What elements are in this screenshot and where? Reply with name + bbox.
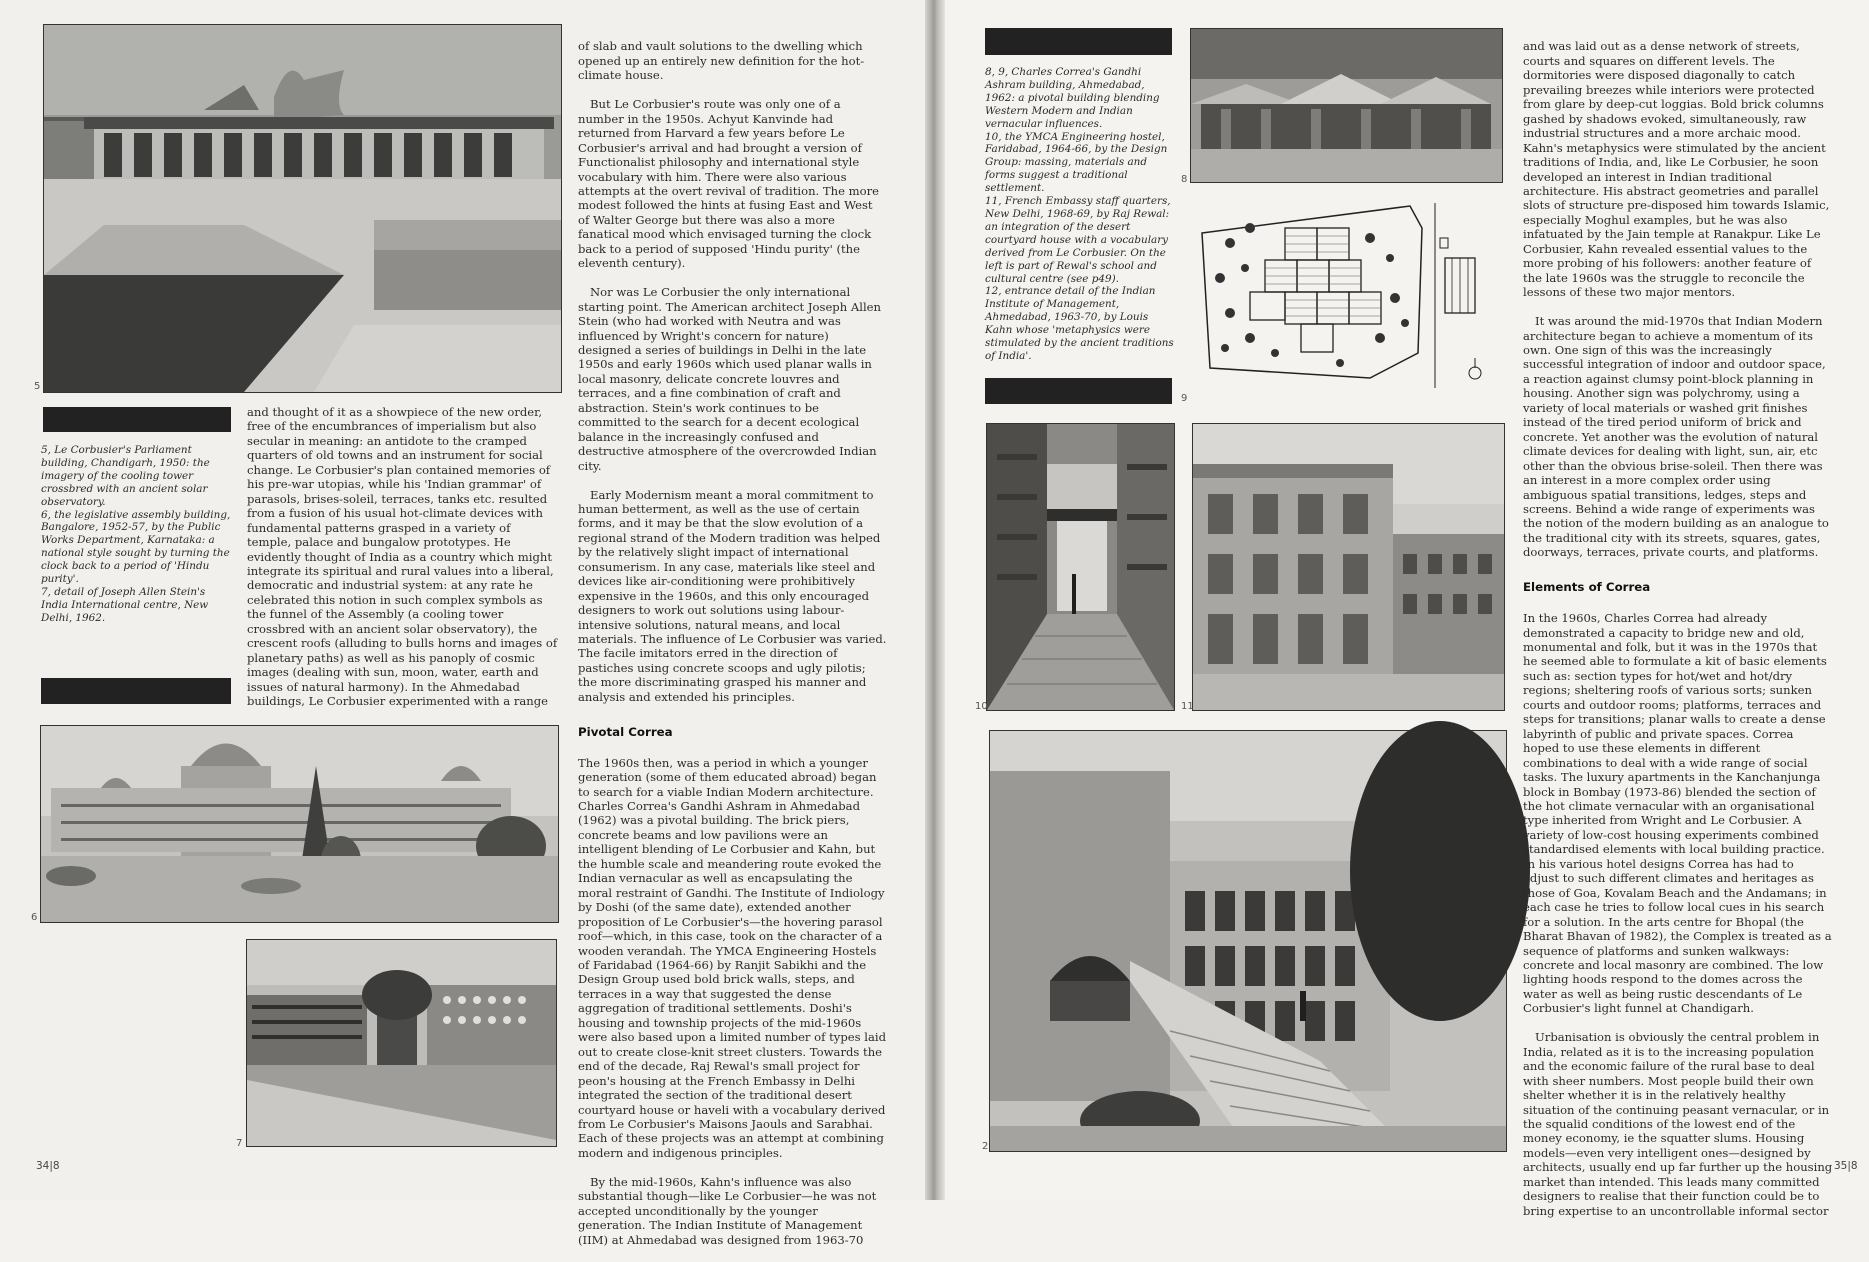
- left-column-2: [578, 25, 898, 1262]
- page-number-left: 34|8: [36, 1160, 60, 1172]
- caption-figures-8-12: 8, 9, Charles Correa's Gandhi Ashram building, Ahmedabad, 1962: a pivotal building blending Western Modern and Indian vernacular influences. 10, the YMCA Engineering hostel, Faridabad, 1964-66, by the Design Group: massing, materials and forms suggest a traditional settlement. 11, French Embassy staff quarters, New Delhi, 1968-69, by Raj Rewal: an integration of the desert courtyard house with a vocabulary derived from Le Corbusier. On the left is part of Rewal's school and cultural centre (see p49). 12, entrance detail of the Indian Institute of Management, Ahmedabad, 1963-70, by Louis Kahn whose 'metaphysics were stimulated by the ancient traditions of India'.: [985, 66, 1174, 362]
- caption-label-bar-4: [985, 378, 1172, 404]
- paragraph: It was around the mid-1970s that Indian Modern architecture began to achieve a momentum of its own. One sign of this was the increasingly successful integration of indoor and outdoor space, a reaction against clumsy point-block planning in housing. Another sign was polychromy, using a variety of local materials or washed grit finishes instead of the tired period uniform of brick and concrete. Yet another was the evolution of natural climate devices for dealing with light, sun, air, etc other than the obvious brise-soleil. Then there was an interest in a more complex order using ambiguous spatial transitions, ledges, steps and screens. Behind a wide range of experiments was the notion of the modern building as an analogue to the traditional city with its streets, squares, gates, doorways, terraces, private courts, and platforms.: [1523, 314, 1829, 560]
- right-page: [945, 0, 1869, 1218]
- figure-number-8: 8: [1181, 174, 1188, 185]
- left-page: [0, 0, 925, 1247]
- right-column: [1523, 25, 1855, 1233]
- paragraph: In the 1960s, Charles Correa had already demonstrated a capacity to bridge new and old, monumental and folk, but it was in the 1970s that he seemed able to formulate a kit of basic elements such as: section types for hot/wet and hot/dry regions; sheltering roofs of various sorts; sunken courts and outdoor rooms; platforms, terraces and steps for transitions; planar walls to create a dense labyrinth of public and private spaces. Correa hoped to use these elements in different combinations to deal with a wide range of social tasks. The luxury apartments in the Kanchanjunga block in Bombay (1973-86) blended the section of the hot climate vernacular with an organisational type inherited from Wright and Le Corbusier. A variety of low-cost housing experiments combined standardised elements with local building practice. In his various hotel designs Correa has had to adjust to such different climates and heritages as those of Goa, Kovalam Beach and the Andamans; in each case he tries to follow local cues in his search for a solution. In the arts centre for Bhopal (the Bharat Bhavan of 1982), the Complex is treated as a sequence of platforms and sunken walkways: concrete and local masonry are combined. The low lighting hoods respond to the domes across the water as well as being rustic descendants of Le Corbusier's light funnel at Chandigarh.: [1523, 611, 1832, 1016]
- photo-gandhi-ashram: [1190, 28, 1503, 183]
- section-heading-pivotal-correa: Pivotal Correa: [578, 724, 673, 739]
- caption-label-bar-2: [41, 678, 231, 704]
- plan-gandhi-ashram: [1190, 198, 1501, 390]
- figure-number-10: 10: [975, 701, 988, 712]
- section-heading-elements-of-correa: Elements of Correa: [1523, 580, 1651, 595]
- paragraph: Urbanisation is obviously the central problem in India, related as it is to the increasing population and the economic failure of the rural base to deal with sheer numbers. Most people build their own shelter whether it is in the relatively healthy situation of the continuing peasant vernacular, or in the squalid conditions of the lowest end of the money economy, ie the squatter slums. Housing models—even very intelligent ones—designed by architects, usually end up far further up the housing market than intended. This leads many committed designers to realise that their function could be to bring expertise to an uncontrollable informal sector: [1523, 1030, 1833, 1218]
- figure-number-12: 2: [982, 1141, 989, 1152]
- paragraph: By the mid-1960s, Kahn's influence was also substantial though—like Le Corbusier—he was not accepted unconditionally by the younger generation. The Indian Institute of Management (IIM) at Ahmedabad was designed from 1963-70: [578, 1174, 877, 1247]
- photo-chandigarh-parliament: [43, 24, 562, 393]
- caption-label-bar-3: [985, 28, 1172, 55]
- figure-number-11: 11: [1181, 701, 1194, 712]
- figure-number-5: 5: [34, 381, 41, 392]
- figure-number-7: 7: [236, 1138, 243, 1149]
- photo-india-international-centre: [246, 939, 557, 1147]
- figure-number-9: 9: [1181, 393, 1188, 404]
- paragraph: of slab and vault solutions to the dwelling which opened up an entirely new definition for the hot- climate house.: [578, 39, 865, 83]
- paragraph: Early Modernism meant a moral commitment to human betterment, as well as the use of certain forms, and it may be that the slow evolution of a regional strand of the Modern tradition was helped by the relatively slight impact of international consumerism. In any case, materials like steel and devices like air-conditioning were prohibitively expensive in the 1960s, and this only encouraged designers to work out solutions using labour- intensive solutions, natural means, and local materials. The influence of Le Corbusier was varied. The facile imitators erred in the direction of pastiches using concrete scoops and ugly pilotis; the more discriminating grasped his manner and analysis and extended his principles.: [578, 487, 887, 704]
- left-column-1-text: and thought of it as a showpiece of the new order, free of the encumbrances of imperialism but also secular in meaning: an antidote to the cramped quarters of old towns and an instrument for social change. Le Corbusier's plan contained memories of his pre-war utopias, while his 'Indian grammar' of parasols, brises-soleil, terraces, tanks etc. resulted from a fusion of his usual hot-climate devices with fundamental patterns grasped in a variety of temple, palace and bungalow prototypes. He evidently thought of India as a country which might integrate its spiritual and rural values into a liberal, democratic and industrial system: at any rate he celebrated this notion in such complex symbols as the funnel of the Assembly (a cooling tower crossbred with an ancient solar observatory), the crescent roofs (alluding to bulls horns and images of planetary paths) as well as his panoply of cosmic images (dealing with sun, moon, water, earth and issues of natural harmony). In the Ahmedabad buildings, Le Corbusier experimented with a range: [247, 405, 558, 709]
- paragraph: The 1960s then, was a period in which a younger generation (some of them educated abroad) began to search for a viable Indian Modern architecture. Charles Correa's Gandhi Ashram in Ahmedabad (1962) was a pivotal building. The brick piers, concrete beams and low pavilions were an intelligent blending of Le Corbusier and Kahn, but the humble scale and meandering route evoked the Indian vernacular as well as encapsulating the moral restraint of Gandhi. The Institute of Indiology by Doshi (of the same date), extended another proposition of Le Corbusier's—the hovering parasol roof—which, in this case, took on the character of a wooden verandah. The YMCA Engineering Hostels of Faridabad (1964-66) by Ranjit Sabikhi and the Design Group used bold brick walls, steps, and terraces in a way that suggested the dense aggregation of traditional settlements. Doshi's housing and township projects of the mid-1960s were also based upon a limited number of types laid out to create close-knit street clusters. Towards the end of the decade, Raj Rewal's small project for peon's housing at the French Embassy in Delhi integrated the section of the traditional desert courtyard house or haveli with a vocabulary derived from Le Corbusier's Maisons Jaouls and Sarabhai. Each of these projects was an attempt at combining modern and indigenous principles.: [578, 755, 886, 1160]
- photo-iim-ahmedabad: [989, 730, 1507, 1152]
- paragraph: and was laid out as a dense network of streets, courts and squares on different levels. The dormitories were disposed diagonally to catch prevailing breezes while interiors were protected from glare by deep-cut loggias. Bold brick columns gashed by shadows evoked, simultaneously, raw industrial structures and a more archaic mood. Kahn's metaphysics were stimulated by the ancient traditions of India, and, like Le Corbusier, he soon developed an interest in Indian traditional architecture. His abstract geometries and parallel slots of structure pre-disposed him towards Islamic, especially Moghul examples, but he was also infatuated by the Jain temple at Ranakpur. Like Le Corbusier, Kahn revealed essential values to the more probing of his followers: another feature of the late 1960s was the struggle to reconcile the lessons of these two major mentors.: [1523, 39, 1830, 300]
- page-number-right: 35|8: [1834, 1160, 1858, 1172]
- photo-bangalore-assembly: [40, 725, 559, 923]
- paragraph: But Le Corbusier's route was only one of a number in the 1950s. Achyut Kanvinde had returned from Harvard a few years before Le Corbusier's arrival and had brought a version of Functionalist philosophy and international style vocabulary with him. There were also various attempts at the overt revival of tradition. The more modest followed the hints at fusing East and West of Walter George but there was also a more fanatical mood which envisaged turning the clock back to a period of supposed 'Hindu purity' (the eleventh century).: [578, 97, 880, 271]
- caption-figures-5-7: 5, Le Corbusier's Parliament building, Chandigarh, 1950: the imagery of the cooling tower crossbred with an ancient solar observatory. 6, the legislative assembly building, Bangalore, 1952-57, by the Public Works Department, Karnataka: a national style sought by turning the clock back to a period of 'Hindu purity'. 7, detail of Joseph Allen Stein's India International centre, New Delhi, 1962.: [41, 444, 231, 624]
- paragraph: Nor was Le Corbusier the only international starting point. The American architect Joseph Allen Stein (who had worked with Neutra and was influenced by Wright's concern for nature) designed a series of buildings in Delhi in the late 1950s and early 1960s which used planar walls in local masonry, delicate concrete louvres and terraces, and a fine combination of craft and abstraction. Stein's work continues to be committed to the search for a decent ecological balance in the increasingly confused and destructive atmosphere of the overcrowded Indian city.: [578, 285, 881, 473]
- photo-french-embassy-quarters: [1192, 423, 1505, 711]
- caption-label-bar: [43, 407, 231, 432]
- photo-ymca-hostel: [986, 423, 1175, 711]
- figure-number-6: 6: [31, 912, 38, 923]
- book-gutter: [925, 0, 945, 1200]
